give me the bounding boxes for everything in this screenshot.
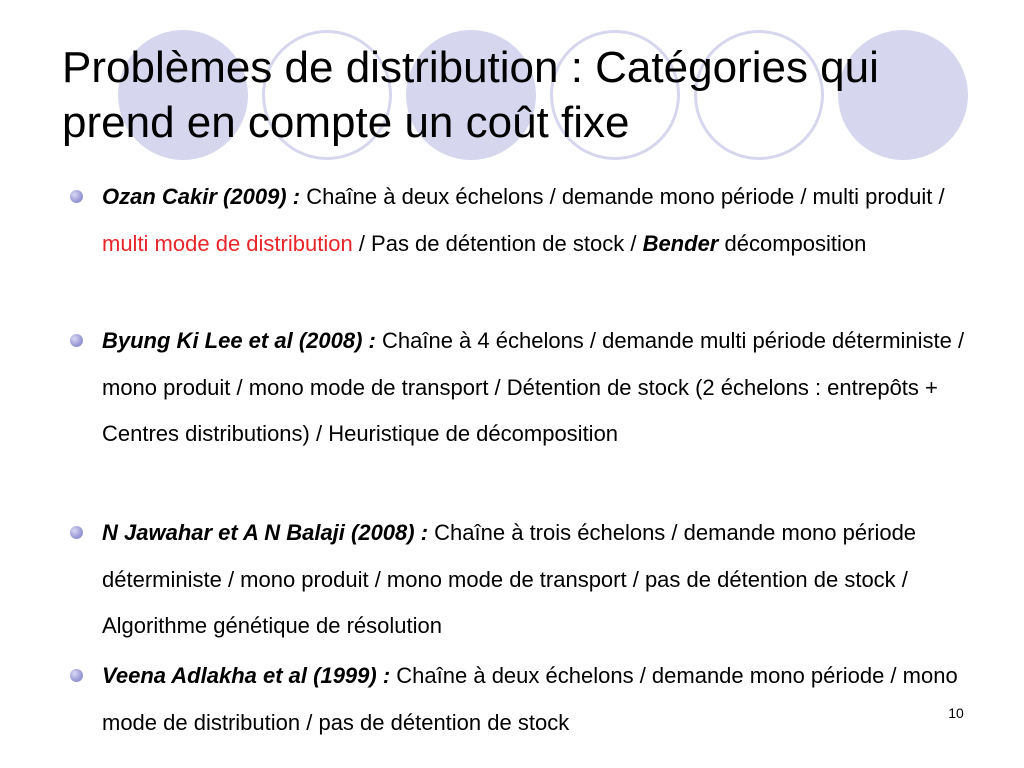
item-emphasis: Bender [642,230,719,256]
item-text: décomposition [724,230,867,256]
bullet-dot-icon [70,334,83,347]
bullet-dot-icon [70,190,83,203]
item-author: Veena Adlakha et al (1999) : [102,663,391,688]
list-item [102,318,972,458]
bullet-dot-icon [70,526,83,539]
item-text: Chaîne à deux échelons / demande mono période / mono mode de distribution / pas de détention de stock [102,663,958,735]
bullet-dot-icon [70,669,83,682]
slide-number: 10 [948,705,964,721]
item-author: Ozan Cakir (2009) : [102,184,301,209]
item-highlight: multi mode de distribution [102,230,353,256]
list-item [102,653,972,746]
item-text: Chaîne à 4 échelons / demande multi période déterministe / mono produit / mono mode de transport / Détention de stock (2 échelons : entrepôts + Centres distributions) / Heuristique de décomposition [102,328,965,446]
item-text: Chaîne à deux échelons / demande mono période / multi produit / [306,184,945,209]
list-item [102,174,972,267]
list-item [102,510,972,650]
item-text: Chaîne à trois échelons / demande mono période déterministe / mono produit / mono mode de transport / pas de détention de stock / Algorithme génétique de résolution [102,520,917,638]
item-author: N Jawahar et A N Balaji (2008) : [102,520,429,545]
item-author: Byung Ki Lee et al (2008) : [102,328,376,353]
slide-title: Problèmes de distribution : Catégories qui prend en compte un coût fixe [62,43,879,147]
item-text: / Pas de détention de stock / [358,230,637,256]
